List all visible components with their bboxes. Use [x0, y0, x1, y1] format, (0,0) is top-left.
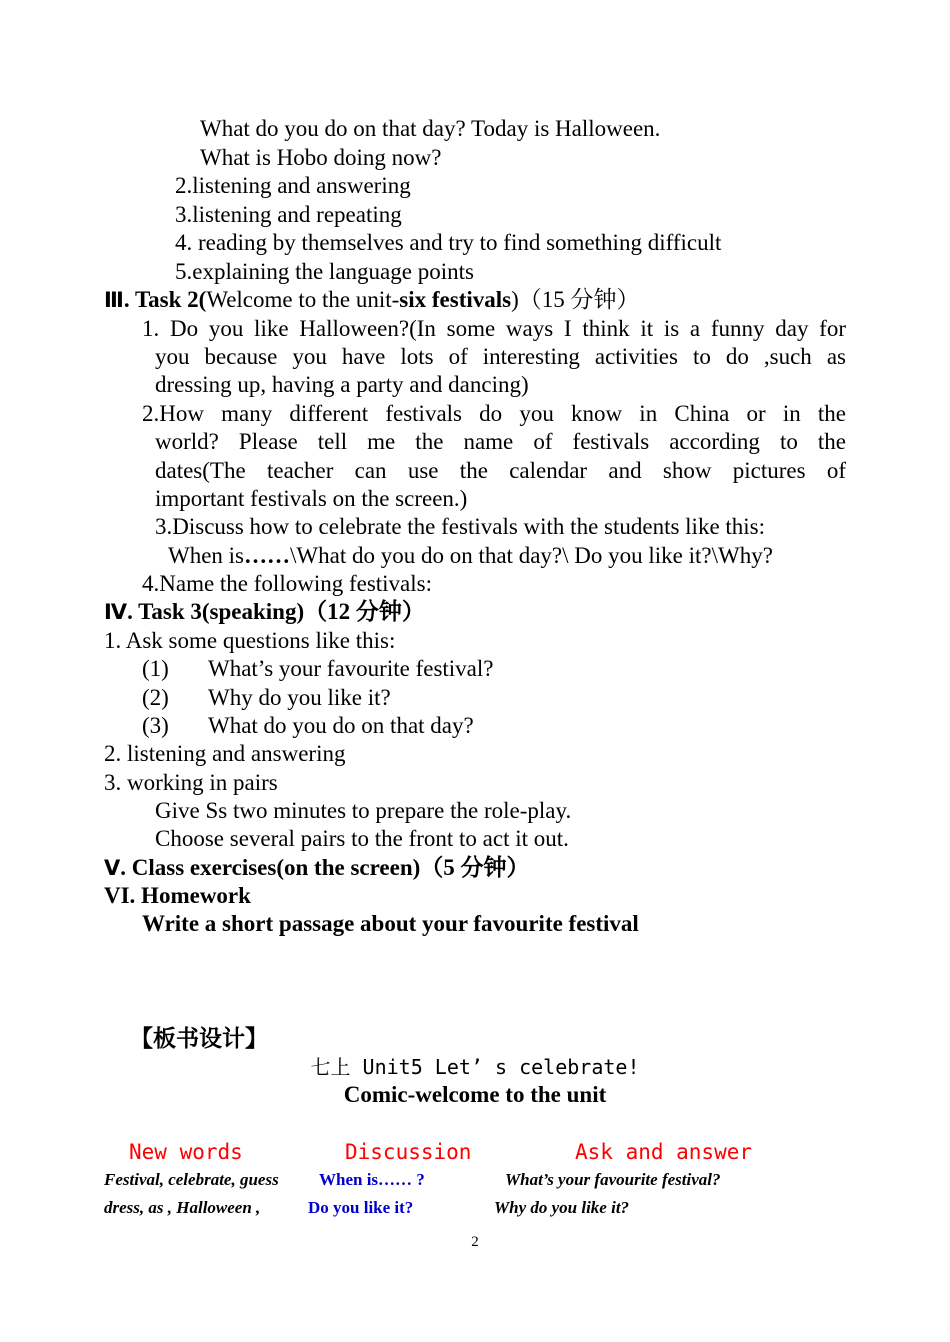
- section-6-heading: VI. Homework: [104, 883, 251, 908]
- s3-item3-rest: \What do you do on that day?\ Do you like it?\Why?: [290, 543, 773, 568]
- section-5-numeral: Ⅴ: [104, 856, 121, 880]
- s3-item3: 3.Discuss how to celebrate the festivals with the students like this:: [155, 514, 766, 539]
- section-3-task-mid: Welcome to the unit-: [206, 287, 400, 312]
- s4-question-1-num: (1): [142, 656, 169, 681]
- board-col-new-words: New words: [129, 1140, 243, 1164]
- line-listening-answering: 2.listening and answering: [175, 173, 411, 198]
- section-3-task-end: )（15 分钟）: [511, 287, 640, 312]
- board-row1-discussion: When is…… ?: [319, 1170, 425, 1189]
- section-4-title: . Task 3(speaking)（12 分钟）: [127, 599, 425, 624]
- board-heading: 【板书设计】: [130, 1026, 268, 1051]
- line-listening-repeating: 3.listening and repeating: [175, 202, 402, 227]
- section-5-title: . Class exercises(on the screen)（5 分钟）: [120, 855, 530, 880]
- s4-sub2: Choose several pairs to the front to act it out.: [155, 826, 569, 851]
- s3-item1-line2: you because you have lots of interesting activities to do ,such as: [155, 344, 846, 369]
- board-subtitle: Comic-welcome to the unit: [343, 1082, 607, 1107]
- section-4-heading: [104, 598, 425, 626]
- line-explaining-points: 5.explaining the language points: [175, 259, 474, 284]
- s3-item3-when: When is: [168, 543, 245, 568]
- s4-question-2-num: (2): [142, 685, 169, 710]
- s3-item3-dots: ……: [244, 543, 291, 568]
- s3-item2-line3: dates(The teacher can use the calendar and show pictures of: [155, 458, 846, 483]
- line-hobo-doing: What is Hobo doing now?: [200, 145, 442, 170]
- board-row2-words: dress, as , Halloween ,: [104, 1198, 261, 1217]
- s3-item2-line4: important festivals on the screen.): [155, 486, 468, 511]
- board-col-discussion: Discussion: [345, 1140, 472, 1164]
- s4-question-3-num: (3): [142, 713, 169, 738]
- s3-item2-line2: world? Please tell me the name of festivals according to the: [155, 429, 846, 454]
- s3-item3-questions: [168, 542, 773, 570]
- s4-question-1-text: What’s your favourite festival?: [208, 656, 494, 681]
- s4-question-intro: 1. Ask some questions like this:: [104, 628, 396, 653]
- s4-question-2-text: Why do you like it?: [208, 685, 391, 710]
- section-3-heading: [104, 286, 640, 314]
- s3-item1-line1: 1. Do you like Halloween?(In some ways I think it is a funny day for: [142, 316, 846, 341]
- s3-item4: 4.Name the following festivals:: [142, 571, 432, 596]
- section-3-task-prefix: . Task 2(: [123, 287, 207, 312]
- s4-sub1: Give Ss two minutes to prepare the role-play.: [155, 798, 572, 823]
- s3-item2-line1: 2.How many different festivals do you know in China or in the: [142, 401, 846, 426]
- board-row1-question: What’s your favourite festival?: [505, 1170, 721, 1189]
- board-row2-question: Why do you like it?: [494, 1198, 630, 1217]
- s3-item1-line3: dressing up, having a party and dancing): [155, 372, 529, 397]
- board-unit-title: 七上 Unit5 Let’ s celebrate!: [310, 1055, 640, 1079]
- section-4-numeral: Ⅳ: [104, 600, 128, 624]
- board-row2-discussion: Do you like it?: [308, 1198, 414, 1217]
- section-3-numeral: Ⅲ: [104, 288, 124, 312]
- board-row1-words: Festival, celebrate, guess: [104, 1170, 279, 1189]
- section-3-task-bold: six festivals: [399, 287, 512, 312]
- s4-item2: 2. listening and answering: [104, 741, 346, 766]
- section-5-heading: [104, 854, 530, 882]
- s4-question-3-text: What do you do on that day?: [208, 713, 474, 738]
- board-col-ask-answer: Ask and answer: [575, 1140, 753, 1164]
- homework-text: Write a short passage about your favourite festival: [142, 911, 639, 936]
- line-reading-themselves: 4. reading by themselves and try to find something difficult: [175, 230, 722, 255]
- s4-item3: 3. working in pairs: [104, 770, 278, 795]
- line-today-halloween: What do you do on that day? Today is Halloween.: [200, 116, 661, 141]
- page-number: 2: [471, 1234, 479, 1250]
